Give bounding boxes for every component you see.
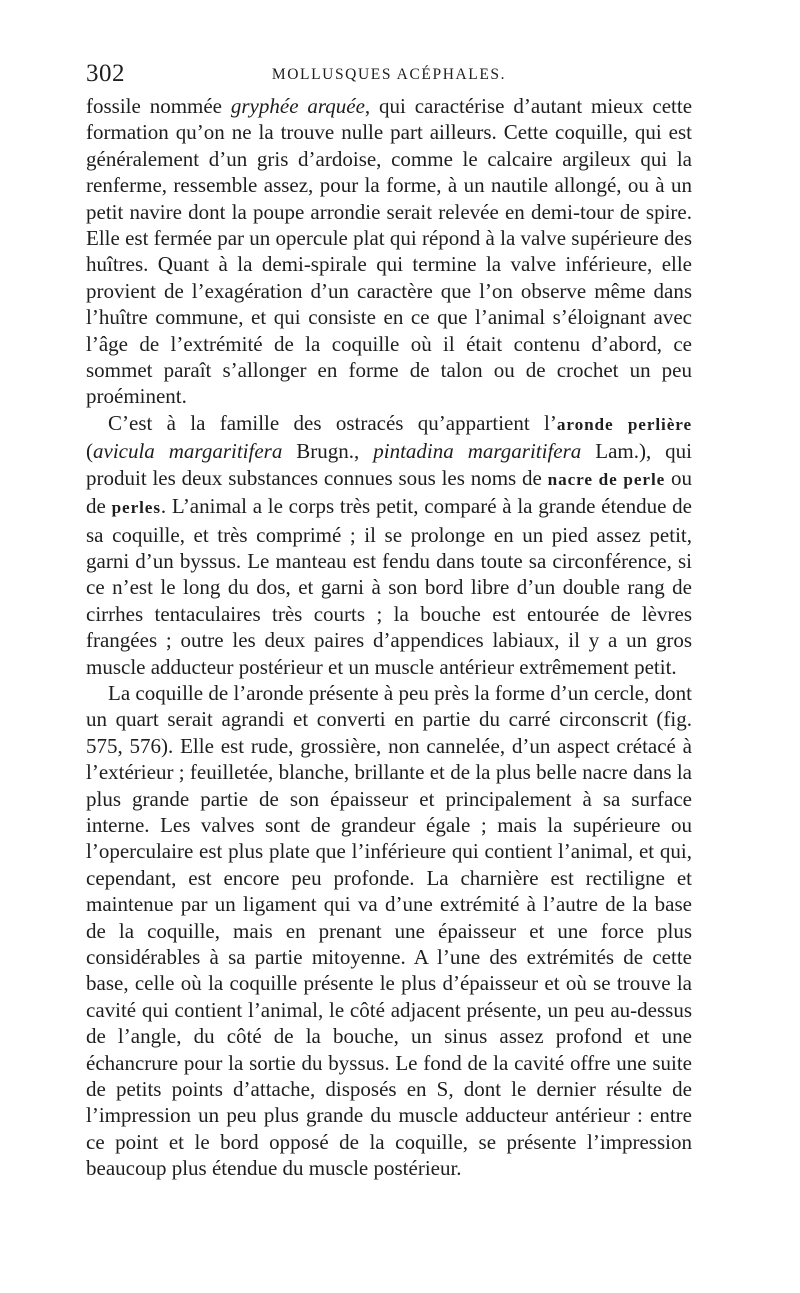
bold-term: nacre de perle (547, 469, 666, 489)
text-run: La coquille de l’aronde présente à peu près la forme d’un cercle, dont un quart serait agrandi et converti en partie du carré circonscrit (fig. 575, 576). Elle est rude, grossière, non cannelée, d’un aspect crétacé à l’extérieur ; feuilletée, blanche, brillante et de la plus belle nacre dans la plus grande partie de son épaisseur et principalement à sa surface interne. Les valves sont de grandeur égale ; mais la supérieure ou l’operculaire est plus plate que l’inférieure qui contient l’animal, et qui, cependant, est encore peu profonde. La charnière est rectiligne et maintenue par un ligament qui va d’une extrémité à l’autre de la base de la coquille, mais en prenant une épaisseur et une force plus considérables à sa partie mitoyenne. A l’une des extrémités de cette base, celle où la coquille présente le plus d’épaisseur et où se trouve la cavité qui contient l’animal, le côté adjacent présente, un peu au-dessus de l’angle, du côté de la bouche, un sinus assez profond et une échancrure pour la sortie du byssus. Le fond de la cavité offre une suite de petits points d’attache, disposés en S, dont le dernier résulte de l’impression un peu plus grande du muscle adducteur antérieur : entre ce point et le bord opposé de la coquille, se présente l’impression beaucoup plus étendue du muscle postérieur. (86, 680, 692, 1181)
paragraph-aronde-perliere (86, 410, 692, 680)
running-title: MOLLUSQUES ACÉPHALES. (271, 66, 507, 83)
paragraph-gryphee (86, 93, 692, 410)
italic-term: pintadina margaritifera (373, 439, 582, 464)
body-text (86, 93, 692, 1182)
text-run: Lam.), qui produit les deux substances connues sous les noms de (86, 439, 693, 490)
text-run: ( (86, 439, 93, 464)
text-run: fossile nommée (86, 94, 231, 118)
italic-term: avicula margaritifera (93, 439, 283, 464)
text-run: Brugn., (282, 439, 374, 464)
italic-term: gryphée arquée (230, 94, 365, 118)
text-run: . L’animal a le corps très petit, comparé à la grande étendue de sa coquille, et très comprimé ; il se prolonge en un pied assez petit, garni d’un byssus. Le manteau est fendu dans toute sa circonférence, si ce n’est le long du dos, et garni à son bord libre d’un double rang de cirrhes tentaculaires très courts ; la bouche est entourée de lèvres frangées ; outre les deux paires d’appendices labiaux, il y a un gros muscle adducteur postérieur et un muscle antérieur extrêmement petit. (86, 494, 692, 679)
bold-term: aronde perlière (556, 414, 693, 434)
text-run: ou de (86, 465, 692, 519)
running-head (86, 58, 692, 94)
text-run: , qui caractérise d’autant mieux cette formation qu’on ne la trouve nulle part ailleurs. Cette coquille, qui est généralement d’un gris d’ardoise, comme le calcaire argileux qui la renferme, ressemble assez, pour la forme, à un nautile allongé, ou à un petit navire dont la poupe arrondie serait relevée en demi-tour de spire. Elle est fermée par un opercule plat qui répond à la valve supérieure des huîtres. Quant à la demi-spirale qui termine la valve inférieure, elle provient de l’exagération d’un caractère que l’on observe même dans l’huître commune, et qui consiste en ce que l’animal s’éloignant avec l’âge de l’extrémité de la coquille où il était contenu d’abord, ce sommet paraît s’allonger en forme de talon ou de crochet un peu proéminent. (86, 94, 693, 409)
page-number: 302 (86, 60, 125, 87)
paragraph-coquille-aronde (86, 680, 692, 1182)
bold-term: perles (111, 498, 161, 518)
text-run: C’est à la famille des ostracés qu’appartient l’ (108, 410, 557, 435)
